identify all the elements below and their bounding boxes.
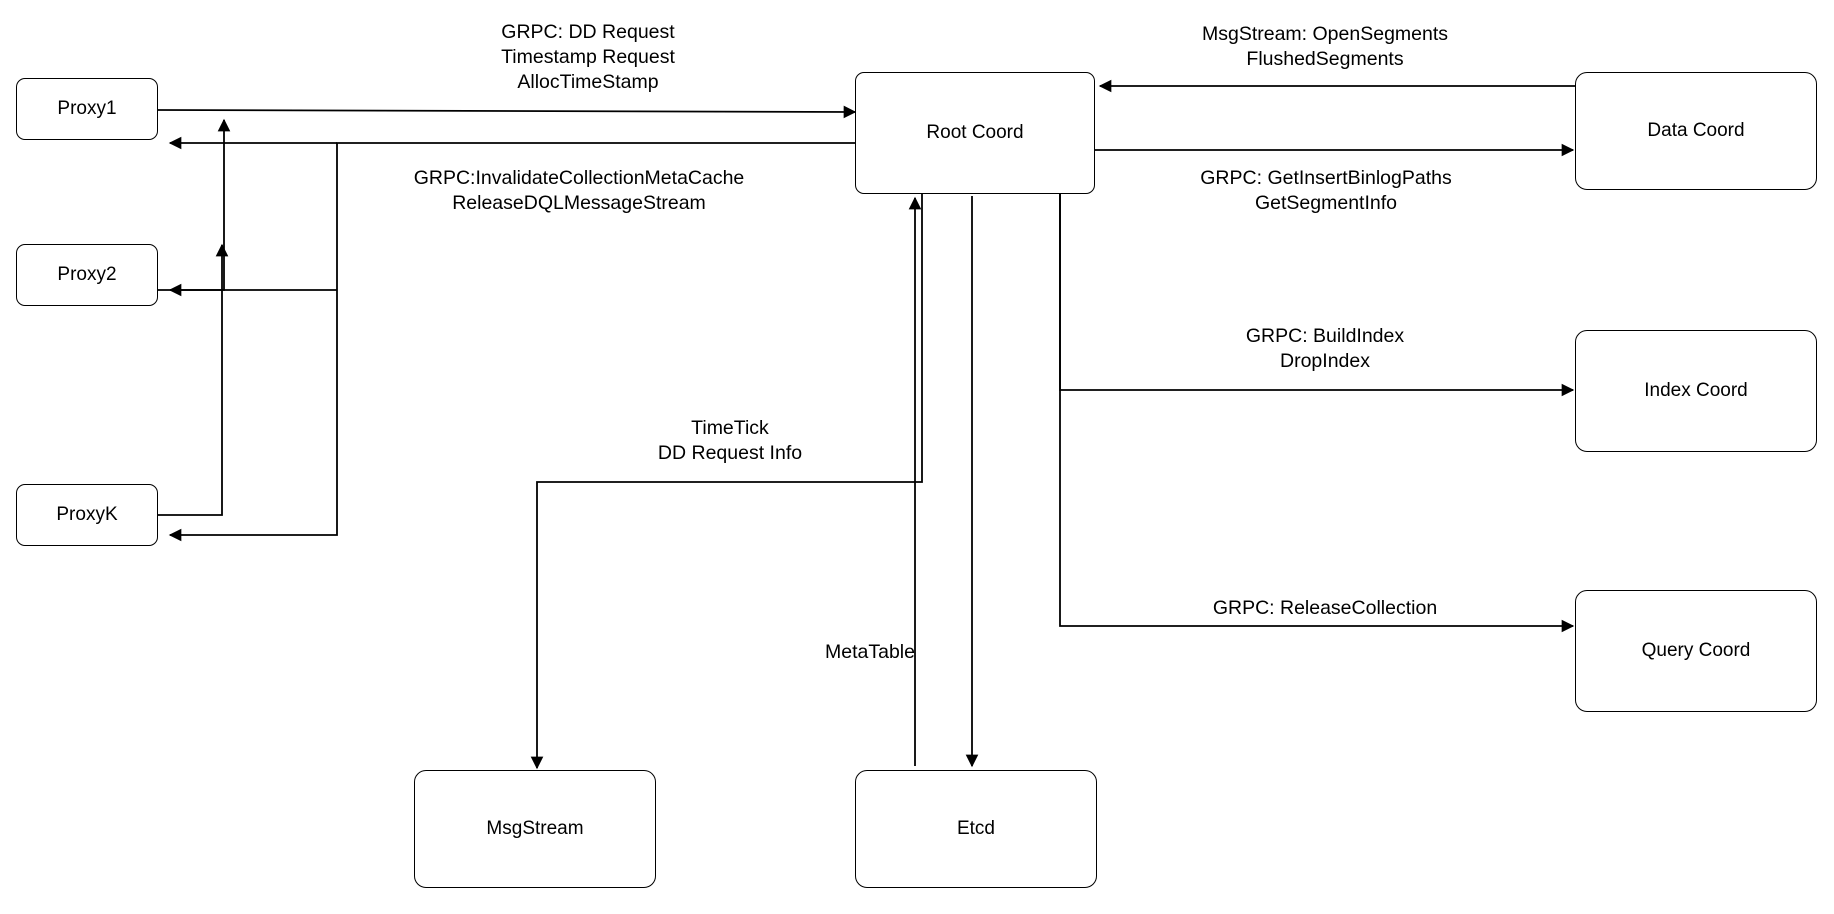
node-proxy1-label: Proxy1 xyxy=(57,97,117,119)
edge-root-coord-to-msgstream xyxy=(537,194,922,768)
edge-label-root-to-msgstream: TimeTick DD Request Info xyxy=(657,417,803,464)
node-index-coord[interactable] xyxy=(1575,330,1817,452)
node-root-coord-label: Root Coord xyxy=(926,121,1024,143)
edge-label-root-to-proxy: GRPC:InvalidateCollectionMetaCache ReleaseDQLMessageStream xyxy=(413,167,745,214)
node-root-coord[interactable] xyxy=(855,72,1095,194)
node-proxy2[interactable] xyxy=(16,244,158,306)
edge-label-root-to-query: GRPC: ReleaseCollection xyxy=(1212,597,1438,619)
node-etcd-label: Etcd xyxy=(956,817,996,839)
node-msgstream[interactable] xyxy=(414,770,656,888)
node-proxy1[interactable] xyxy=(16,78,158,140)
node-msgstream-label: MsgStream xyxy=(486,817,584,839)
node-data-coord-label: Data Coord xyxy=(1647,119,1745,141)
node-data-coord[interactable] xyxy=(1575,72,1817,190)
edge-root-coord-to-query-coord xyxy=(1060,194,1573,626)
edge-proxy2-to-bus xyxy=(158,120,224,290)
edge-label-proxy-to-root: GRPC: DD Request Timestamp Request AllocTimeStamp xyxy=(501,21,675,93)
edge-label-root-to-data: GRPC: GetInsertBinlogPaths GetSegmentInfo xyxy=(1200,167,1452,214)
edge-proxy1-to-root-coord xyxy=(158,110,855,112)
node-proxyk-label: ProxyK xyxy=(56,503,118,525)
edge-label-data-to-root: MsgStream: OpenSegments FlushedSegments xyxy=(1201,23,1449,70)
node-etcd[interactable] xyxy=(855,770,1097,888)
node-proxy2-label: Proxy2 xyxy=(57,263,117,285)
edge-proxyk-to-bus xyxy=(158,245,222,515)
node-proxyk[interactable] xyxy=(16,484,158,546)
node-index-coord-label: Index Coord xyxy=(1644,379,1748,401)
edge-label-root-to-etcd: MetaTable xyxy=(825,641,915,663)
edge-label-root-to-index: GRPC: BuildIndex DropIndex xyxy=(1245,325,1405,372)
node-query-coord-label: Query Coord xyxy=(1641,639,1751,661)
node-query-coord[interactable] xyxy=(1575,590,1817,712)
